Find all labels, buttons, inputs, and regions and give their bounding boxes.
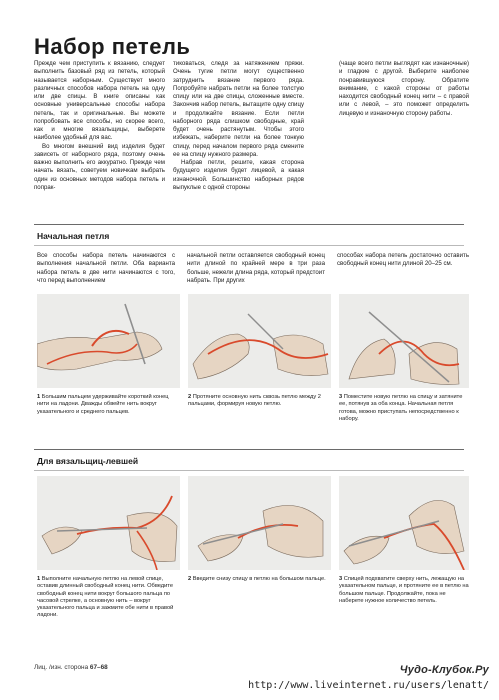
footer-prefix: Лиц. /изн. сторона	[34, 664, 89, 671]
photo-initial-loop-step-2	[188, 294, 331, 388]
intro-paragraph: Прежде чем приступить к вязанию, следует выполнить базовый ряд из петель, который называется наборным. Существует много различных способов набора петель на одну или две спицы. В книге описаны как основные универсальные способы набора петель, так и оригинальные. Вы можете попробовать все способы, но скорее всего, как и многие вязальщицы, выберете наиболее удобный для вас.	[34, 60, 165, 142]
section1-text-2: начальной петли оставляется свободный конец нити длиной по крайней мере в три раза больше, нежели длина ряда, который предстоит набрать. При других	[187, 252, 325, 284]
watermark-url: http://www.liveinternet.ru/users/lenatt/	[248, 680, 489, 691]
caption-left-step-1	[37, 576, 180, 620]
page-footer	[34, 664, 108, 671]
step-text: Спицей подхватите сверху нить, лежащую на указательном пальце, и протяните ее в петлю на большом пальце. Продолжайте, пока не наберете нужное количество петель.	[339, 576, 469, 604]
intro-column-2	[173, 60, 304, 192]
step-number: 1	[37, 394, 41, 400]
caption-left-step-2	[188, 576, 331, 583]
section-underline	[34, 470, 464, 471]
section-underline	[34, 245, 464, 246]
intro-paragraph: Набрав петли, решите, какая сторона будущего изделия будет лицевой, а какая изнаночной. Большинство наборных рядов выпуклые с одной стороны	[173, 159, 304, 191]
caption-initial-step-3	[339, 394, 469, 423]
photo-left-handed-step-2	[188, 476, 331, 570]
photo-left-handed-step-1	[37, 476, 180, 570]
photo-left-handed-step-3	[339, 476, 469, 570]
caption-left-step-3	[339, 576, 469, 605]
intro-column-3	[339, 60, 469, 118]
step-number: 2	[188, 576, 192, 582]
step-text: Протяните основную нить сквозь петлю между 2 пальцами, формируя новую петлю.	[188, 394, 321, 408]
intro-column-1	[34, 60, 165, 192]
watermark-logo: Чудо-Клубок.Ру	[399, 664, 489, 676]
hand-illustration	[188, 476, 331, 570]
intro-paragraph: тиковаться, следя за натяжением пряжи. Очень тугие петли могут существенно затруднить вязание первого ряда. Попробуйте набрать петли на более толстую спицу или на две спицы, сложенные вместе. Закончив набор петель, вытащите одну спицу и продолжайте вязание. Если петли наборного ряда слишком свободные, край будет очень растянутым. Чтобы этого избежать, наберите петли на более тонкую спицу, перед началом первого ряда смените ее на спицу нужного размера.	[173, 60, 304, 158]
step-number: 3	[339, 394, 343, 400]
hand-illustration	[37, 294, 180, 388]
hand-illustration	[339, 294, 469, 388]
section-heading-initial-loop: Начальная петля	[37, 231, 110, 241]
step-number: 3	[339, 576, 343, 582]
section-heading-left-handed: Для вязальщиц-левшей	[37, 456, 139, 466]
step-number: 1	[37, 576, 41, 582]
section1-text-1: Все способы набора петель начинаются с выполнения начальной петли. Оба варианта набора петель в две нити начинаются с того, что перед выполнением	[37, 252, 175, 284]
section-divider	[34, 449, 464, 450]
photo-initial-loop-step-1	[37, 294, 180, 388]
step-number: 2	[188, 394, 192, 400]
hand-illustration	[37, 476, 180, 570]
section1-text-3: способах набора петель достаточно оставить свободный конец нити длиной 20–25 см.	[337, 252, 469, 268]
caption-initial-step-2	[188, 394, 331, 409]
page-title: Набор петель	[34, 34, 191, 59]
footer-pages: 67–68	[89, 664, 108, 671]
step-text: Введите снизу спицу в петлю на большом пальце.	[192, 576, 326, 582]
step-text: Поместите новую петлю на спицу и затяните ее, потянув за оба конца. Начальная петля готова, можно приступать непосредственно к набору.	[339, 394, 463, 422]
hand-illustration	[188, 294, 331, 388]
photo-initial-loop-step-3	[339, 294, 469, 388]
hand-illustration	[339, 476, 469, 570]
intro-paragraph: (чаще всего петли выглядят как изнаночные) и гладкие с другой. Выберите наиболее понравившуюся сторону. Обратите внимание, с какой стороны от работы находится свободный конец нити – с правой или с левой, – это поможет определить лицевую и изнаночную сторону работы.	[339, 60, 469, 117]
step-text: Выполните начальную петлю на левой спице, оставив длинный свободный конец нити. Обведите свободный конец нити вокруг большого пальца по часовой стрелке, а основную нить – вокруг указательного пальца и зажмите обе нити в правой ладони.	[37, 576, 174, 619]
caption-initial-step-1	[37, 394, 180, 416]
section-divider	[34, 224, 464, 225]
step-text: Большим пальцем удерживайте короткий конец нити на ладони. Дважды обвейте нить вокруг указательного и среднего пальцев.	[37, 394, 169, 415]
intro-paragraph: Во многом внешний вид изделия будет зависеть от наборного ряда, поэтому очень важно выполнить его аккуратно. Прежде чем начать вязать, советуем новичкам выбрать один из основных методов набора петель и попрак-	[34, 142, 165, 191]
